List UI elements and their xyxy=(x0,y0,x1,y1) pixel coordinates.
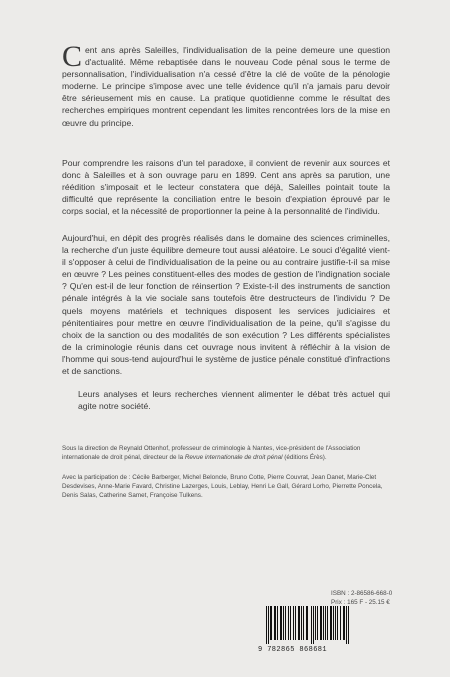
barcode-bar xyxy=(311,606,312,644)
barcode-digits: 9 782865 868681 xyxy=(258,646,328,654)
barcode-bar xyxy=(335,606,336,640)
editor-credit xyxy=(62,444,392,462)
barcode-bar xyxy=(327,606,328,640)
price: Prix : 165 F - 25.15 € xyxy=(331,599,390,607)
barcode-bar xyxy=(323,606,324,640)
paragraph-conclusion: Leurs analyses et leurs recherches viennent alimenter le débat très actuel qui agite notre société. xyxy=(78,389,390,412)
barcode-bar xyxy=(340,606,341,640)
barcode-bar xyxy=(313,606,314,644)
barcode-bar xyxy=(288,606,289,640)
barcode-bar xyxy=(317,606,318,640)
barcode-bar xyxy=(280,606,282,640)
barcode-bar xyxy=(330,606,332,640)
barcode-bar xyxy=(268,606,269,644)
barcode-bar xyxy=(301,606,302,640)
barcode-bar xyxy=(290,606,291,640)
barcode-bar xyxy=(293,606,294,640)
barcode-bar xyxy=(315,606,316,640)
barcode-bar xyxy=(266,606,267,644)
barcode-bar xyxy=(320,606,322,640)
barcode-bar xyxy=(270,606,272,640)
barcode-bar xyxy=(274,606,276,640)
barcode-bar xyxy=(337,606,338,640)
barcode-bar xyxy=(295,606,296,640)
barcode-bar xyxy=(346,606,347,644)
barcode-bar xyxy=(277,606,278,640)
paragraph-questions: Aujourd'hui, en dépit des progrès réalisés dans le domaine des sciences criminelles, la recherche d'un juste équilibre demeure tout aussi aléatoire. Le souci d'égalité vient-il s'opposer à celui de l'individualisation de la peine ou au contraire justifie-t-il sa mise en œuvre ? Les peines constituent-elles des modes de gestion de l'indignation sociale ? Qu'en est-il de leur fonction de réinsertion ? Existe-t-il des instruments de sanction pénale intégrés à la vie sociale sans toutefois être destructeurs de l'individu ? De quels moyens matériels et techniques disposent les services judiciaires et pénitentiaires pour mettre en œuvre l'individualisation de la peine, qu'il s'agisse du choix de la sanction ou des modalités de son exécution ? Les différents spécialistes de la criminologie réunis dans cet ouvrage nous invitent à réfléchir à la vision de l'homme qui sous-tend aujourd'hui le système de justice pénale constitué d'infractions et de sanctions. xyxy=(62,233,390,377)
barcode-bar xyxy=(343,606,345,640)
paragraph-saleilles: Pour comprendre les raisons d'un tel paradoxe, il convient de revenir aux sources et donc à Saleilles et à son ouvrage paru en 1899. Cent ans après sa parution, une réédition s'imposait et le lecteur constatera que déjà, Saleilles pointait toute la difficulté que représente la conciliation entre le besoin d'expiation éprouvé par le corps social, et la nécessité de proportionner la peine à la personnalité de l'individu. xyxy=(62,158,390,217)
contributors-credit: Avec la participation de : Cécile Barberger, Michel Beloncle, Bruno Cotte, Pierre Couvrat, Jean Danet, Marie-Clet Desdevises, Anne-Marie Favard, Christine Lazerges, Louis, Leblay, Henri Le Gall, Gérard Lorho, Pierrette Poncela, Denis Salas, Catherine Samet, Françoise Tulkens. xyxy=(62,474,383,500)
barcode-bars xyxy=(258,606,388,646)
editor-credit-publisher: (éditions Érès). xyxy=(282,454,327,462)
barcode-bar xyxy=(303,606,304,640)
barcode-bar xyxy=(325,606,326,640)
barcode-bar xyxy=(298,606,300,640)
editor-credit-text: Sous la direction de Reynald Ottenhof, professeur de criminologie à Nantes, vice-président de l'Association internationale de droit pénal, directeur de la xyxy=(62,445,361,462)
barcode-bar xyxy=(306,606,308,640)
barcode-bar xyxy=(333,606,334,640)
barcode-bar xyxy=(285,606,286,640)
isbn-block xyxy=(331,589,392,607)
isbn-number: ISBN : 2-86586-668-0 xyxy=(331,590,393,597)
barcode-bar xyxy=(283,606,284,640)
barcode-bar xyxy=(348,606,349,644)
journal-title: Revue internationale de droit pénal xyxy=(184,454,283,462)
paragraph-intro-text: ent ans après Saleilles, l'individualisation de la peine demeure une question d'actualité. Même rebaptisée dans le nouveau Code pénal sous le terme de personnalisation, l'individualisation n'a cessé d'être la clé de voûte de la pénologie moderne. Le principe s'impose avec une telle évidence qu'il n'a jamais paru devoir être sérieusement mis en cause. La pratique quotidienne comme le résultat des recherches empiriques montrent cependant les limites rencontrées lors de la mise en œuvre du principe. xyxy=(62,45,390,128)
barcode xyxy=(258,606,388,654)
paragraph-intro xyxy=(62,40,390,129)
drop-cap: C xyxy=(62,40,83,73)
